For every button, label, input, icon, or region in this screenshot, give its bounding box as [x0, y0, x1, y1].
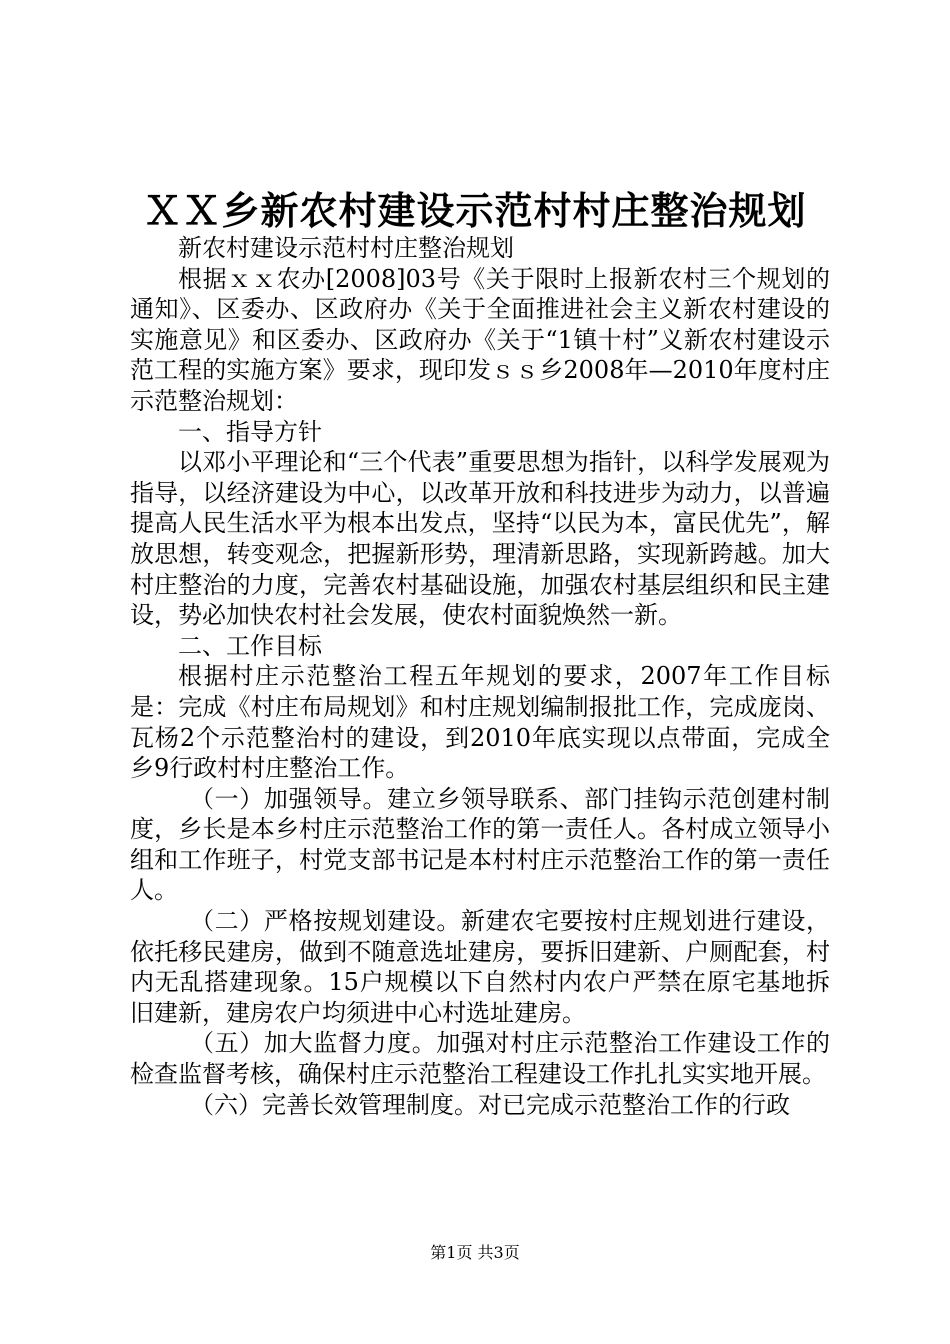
document-title: ＸＸ乡新农村建设示范村村庄整治规划 [143, 188, 807, 233]
item-planning-paragraph: （二）严格按规划建设。新建农宅要按村庄规划进行建设，依托移民建房，做到不随意选址建房，要拆旧建新、户厕配套，村内无乱搭建现象。15户规模以下自然村内农户严禁在原宅基地拆旧建新，建房农户均须进中心村选址建房。 [130, 907, 830, 1027]
subtitle-paragraph: 新农村建设示范村村庄整治规划 [178, 234, 514, 262]
page-footer: 第1页 共3页 [430, 1243, 520, 1262]
item-leadership-paragraph: （一）加强领导。建立乡领导联系、部门挂钩示范创建村制度，乡长是本乡村庄示范整治工作的第一责任人。各村成立领导小组和工作班子，村党支部书记是本村村庄示范整治工作的第一责任人。 [130, 784, 830, 905]
intro-paragraph: 根据ｘｘ农办[2008]03号《关于限时上报新农村三个规划的通知》、区委办、区政府办《关于全面推进社会主义新农村建设的实施意见》和区委办、区政府办《关于“1镇十村”义新农村建设示范工程的实施方案》要求，现印发ｓｓ乡2008年—2010年度村庄示范整治规划： [130, 264, 830, 415]
work-goals-paragraph: 根据村庄示范整治工程五年规划的要求，2007年工作目标是：完成《村庄布局规划》和村庄规划编制报批工作，完成庞岗、瓦杨2个示范整治村的建设，到2010年底实现以点带面，完成全乡9行政村村庄整治工作。 [130, 662, 830, 783]
document-body [130, 233, 830, 1120]
section-heading-work-goals: 二、工作目标 [178, 631, 322, 660]
section-heading-guiding-principle: 一、指导方针 [178, 417, 322, 446]
guiding-principle-paragraph: 以邓小平理论和“三个代表”重要思想为指针，以科学发展观为指导，以经济建设为中心，以改革开放和科技进步为动力，以普遍提高人民生活水平为根本出发点，坚持“以民为本，富民优先”，解放思想，转变观念，把握新形势，理清新思路，实现新跨越。加大村庄整治的力度，完善农村基础设施，加强农村基层组织和民主建设，势必加快农村社会发展，使农村面貌焕然一新。 [130, 448, 830, 630]
item-management-paragraph: （六）完善长效管理制度。对已完成示范整治工作的行政 [190, 1090, 790, 1119]
item-supervision-paragraph: （五）加大监督力度。加强对村庄示范整治工作建设工作的检查监督考核，确保村庄示范整治工程建设工作扎扎实实地开展。 [130, 1029, 830, 1089]
